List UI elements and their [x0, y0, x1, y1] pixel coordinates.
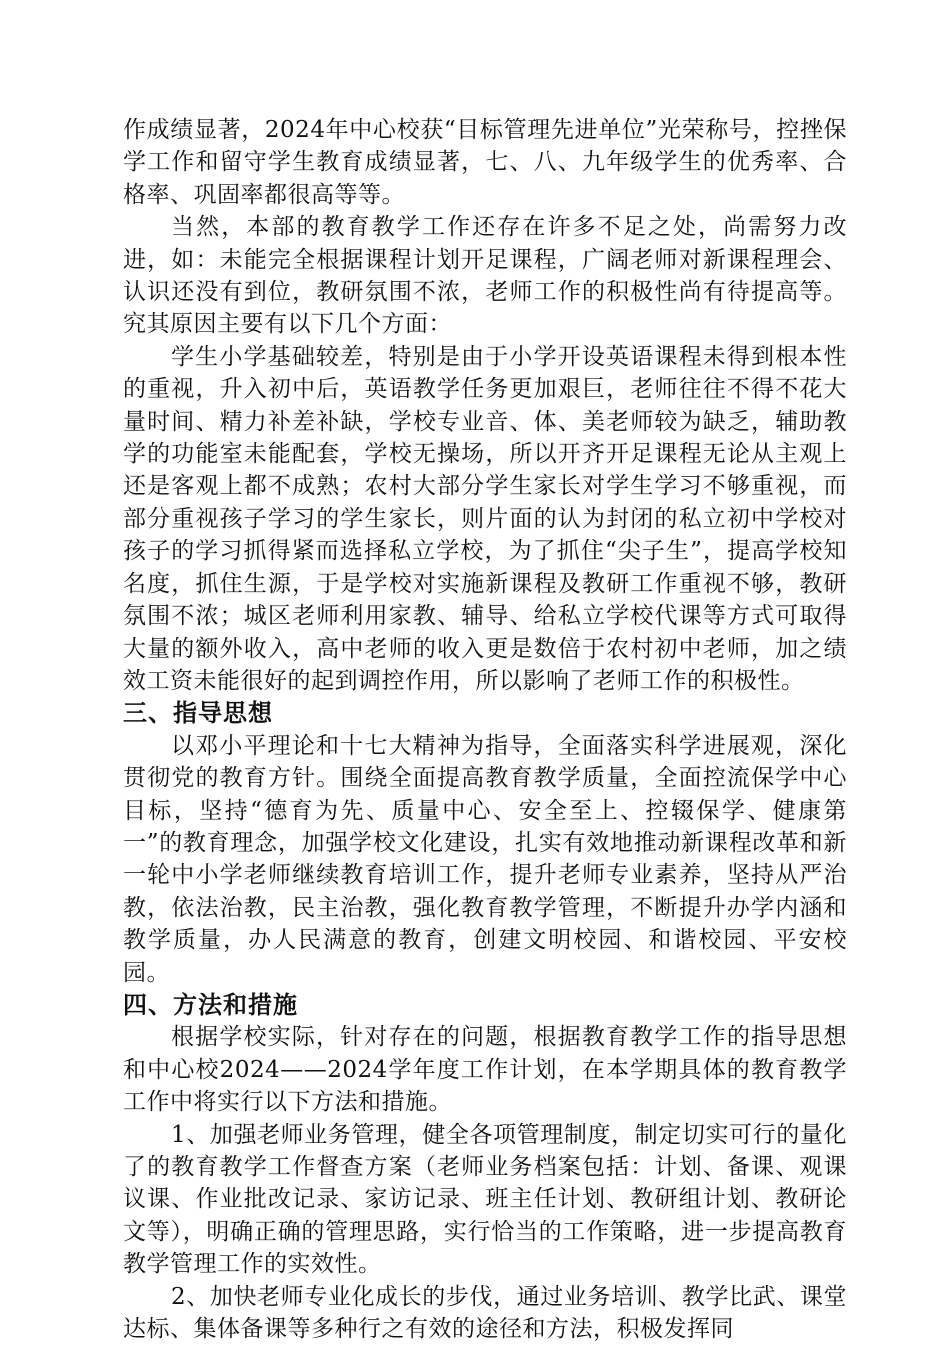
- paragraph-continuation: 作成绩显著，2024年中心校获“目标管理先进单位”光荣称号，控挫保学工作和留守学生教育成绩显著，七、八、九年级学生的优秀率、合格率、巩固率都很高等等。: [123, 117, 847, 208]
- paragraph-shortcomings: 当然，本部的教育教学工作还存在许多不足之处，尚需努力改进，如：未能完全根据课程计划开足课程，广阔老师对新课程理会、认识还没有到位，教研氛围不浓，老师工作的积极性尚有待提高等。究其原因主要有以下几个方面：: [123, 214, 847, 338]
- section-heading-methods-measures: 四、方法和措施: [123, 990, 298, 1019]
- paragraph-measure-1: 1、加强老师业务管理，健全各项管理制度，制定切实可行的量化了的教育教学工作督查方案（老师业务档案包括：计划、备课、观课议课、作业批改记录、家访记录、班主任计划、教研组计划、教研论文等），明确正确的管理思路，实行恰当的工作策略，进一步提高教育教学管理工作的实效性。: [123, 1121, 847, 1278]
- paragraph-methods-intro: 根据学校实际，针对存在的问题，根据教育教学工作的指导思想和中心校2024——2024学年度工作计划，在本学期具体的教育教学工作中将实行以下方法和措施。: [123, 1024, 847, 1116]
- section-heading-guiding-ideology: 三、指导思想: [123, 699, 273, 728]
- paragraph-reasons: 学生小学基础较差，特别是由于小学开设英语课程未得到根本性的重视，升入初中后，英语教学任务更加艰巨，老师往往不得不花大量时间、精力补差补缺，学校专业音、体、美老师较为缺乏，辅助教学的功能室未能配套，学校无操场，所以开齐开足课程无论从主观上还是客观上都不成熟；农村大部分学生家长对学生学习不够重视，而部分重视孩子学习的学生家长，则片面的认为封闭的私立初中学校对孩子的学习抓得紧而选择私立学校，为了抓住“尖子生”，提高学校知名度，抓住生源，于是学校对实施新课程及教研工作重视不够，教研氛围不浓；城区老师利用家教、辅导、给私立学校代课等方式可取得大量的额外收入，高中老师的收入更是数倍于农村初中老师，加之绩效工资未能很好的起到调控作用，所以影响了老师工作的积极性。: [123, 343, 847, 694]
- document-body: [123, 114, 847, 1345]
- paragraph-measure-2: 2、加快老师专业化成长的步伐，通过业务培训、教学比武、课堂达标、集体备课等多种行之有效的途径和方法，积极发挥同: [123, 1283, 847, 1343]
- paragraph-guiding-ideology: 以邓小平理论和十七大精神为指导，全面落实科学进展观，深化贯彻党的教育方针。围绕全面提高教育教学质量，全面控流保学中心目标，坚持“德育为先、质量中心、安全至上、控辍保学、健康第一”的教育理念，加强学校文化建设，扎实有效地推动新课程改革和新一轮中小学老师继续教育培训工作，提升老师专业素养，坚持从严治教，依法治教，民主治教，强化教育教学管理，不断提升办学内涵和教学质量，办人民满意的教育，创建文明校园、和谐校园、平安校园。: [123, 732, 847, 986]
